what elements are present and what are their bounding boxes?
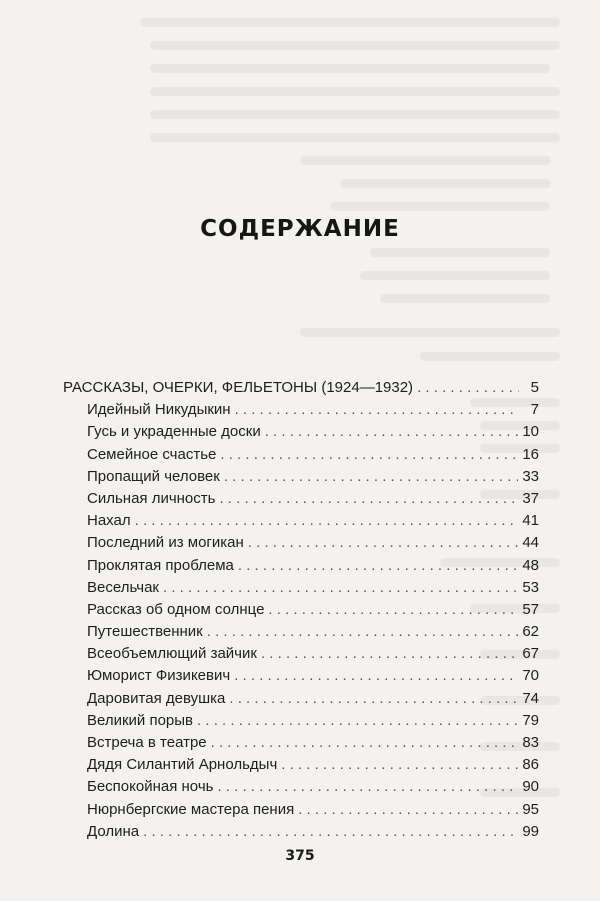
toc-entry-title: РАССКАЗЫ, ОЧЕРКИ, ФЕЛЬЕТОНЫ (1924—1932) <box>63 379 414 396</box>
dot-leader <box>268 599 518 621</box>
toc-entry-page: 95 <box>522 800 539 818</box>
toc-entry <box>63 466 539 488</box>
toc-entry-page: 5 <box>530 379 539 396</box>
toc-entry <box>63 665 539 687</box>
dot-leader <box>234 665 518 687</box>
dot-leader <box>163 577 518 599</box>
toc-entry-title: Встреча в театре <box>87 734 207 751</box>
toc-entry-page: 62 <box>522 623 539 641</box>
toc-entry-title: Пропащий человек <box>87 467 220 485</box>
toc-entry-title: Семейное счастье <box>87 445 217 463</box>
toc-entry-page: 70 <box>522 667 539 685</box>
toc-entry-title: Нюрнбергские мастера пения <box>87 800 295 818</box>
toc-entry <box>63 510 539 532</box>
page-number: 375 <box>285 848 315 864</box>
toc-entry <box>63 688 539 710</box>
toc-entry <box>63 821 539 843</box>
toc-entry <box>63 710 539 732</box>
toc-entry <box>63 555 539 577</box>
toc-entry-title: Даровитая девушка <box>87 689 226 707</box>
toc-entry-page: 83 <box>522 734 539 751</box>
toc-entry-page: 86 <box>522 756 539 774</box>
toc-entry-title: Проклятая проблема <box>87 556 234 574</box>
toc-entry-title: Беспокойная ночь <box>87 778 214 796</box>
toc-entry-title: Гусь и украденные доски <box>87 423 261 441</box>
toc-entry-page: 48 <box>522 556 539 574</box>
dot-leader <box>217 776 518 798</box>
toc-entry-page: 16 <box>522 445 539 463</box>
page-title: СОДЕРЖАНИЕ <box>200 216 400 242</box>
toc-entry <box>63 421 539 443</box>
toc-entry-page: 79 <box>522 711 539 729</box>
toc-entry <box>63 621 539 643</box>
toc-entry-title: Идейный Никудыкин <box>87 401 231 419</box>
toc-entry-title: Рассказ об одном солнце <box>87 600 265 618</box>
toc-entry-title: Путешественник <box>87 623 203 641</box>
toc-entry-page: 53 <box>522 578 539 596</box>
dot-leader <box>220 444 518 466</box>
toc-entry-title: Юморист Физикевич <box>87 667 231 685</box>
toc-entry-page: 57 <box>522 600 539 618</box>
dot-leader <box>417 377 519 399</box>
dot-leader <box>235 399 519 421</box>
toc-entry-page: 33 <box>522 467 539 485</box>
dot-leader <box>224 466 518 488</box>
toc-entry <box>63 599 539 621</box>
toc-entry <box>63 799 539 821</box>
dot-leader <box>248 532 519 554</box>
toc-entry-page: 99 <box>522 822 539 840</box>
toc-entry-title: Дядя Силантий Арнольдыч <box>87 756 278 774</box>
toc-entry <box>63 532 539 554</box>
dot-leader <box>298 799 518 821</box>
toc-entry <box>63 754 539 776</box>
dot-leader <box>135 510 519 532</box>
table-of-contents <box>63 377 539 843</box>
toc-section-heading <box>63 377 539 399</box>
dot-leader <box>238 555 518 577</box>
toc-entry <box>63 732 539 754</box>
toc-entry <box>63 577 539 599</box>
toc-entry-page: 90 <box>522 778 539 796</box>
toc-entry-title: Нахал <box>87 512 131 530</box>
dot-leader <box>211 732 519 754</box>
toc-entry <box>63 776 539 798</box>
toc-entry-page: 10 <box>522 423 539 441</box>
toc-entry <box>63 643 539 665</box>
toc-entry-page: 74 <box>522 689 539 707</box>
toc-entry-title: Всеобъемлющий зайчик <box>87 645 257 663</box>
dot-leader <box>143 821 518 843</box>
toc-entry <box>63 488 539 510</box>
dot-leader <box>229 688 518 710</box>
toc-entry-page: 41 <box>522 512 539 530</box>
toc-entry-page: 67 <box>522 645 539 663</box>
toc-entry-page: 37 <box>522 489 539 507</box>
dot-leader <box>207 621 519 643</box>
dot-leader <box>261 643 518 665</box>
toc-entry <box>63 399 539 421</box>
dot-leader <box>265 421 519 443</box>
toc-entry-title: Последний из могикан <box>87 534 244 552</box>
toc-entry <box>63 444 539 466</box>
dot-leader <box>281 754 518 776</box>
toc-entry-page: 7 <box>530 401 539 419</box>
toc-entry-title: Сильная личность <box>87 489 216 507</box>
toc-entry-title: Великий порыв <box>87 711 194 729</box>
toc-entry-title: Весельчак <box>87 578 159 596</box>
dot-leader <box>197 710 518 732</box>
toc-entry-page: 44 <box>522 534 539 552</box>
dot-leader <box>219 488 518 510</box>
toc-entry-title: Долина <box>87 822 140 840</box>
